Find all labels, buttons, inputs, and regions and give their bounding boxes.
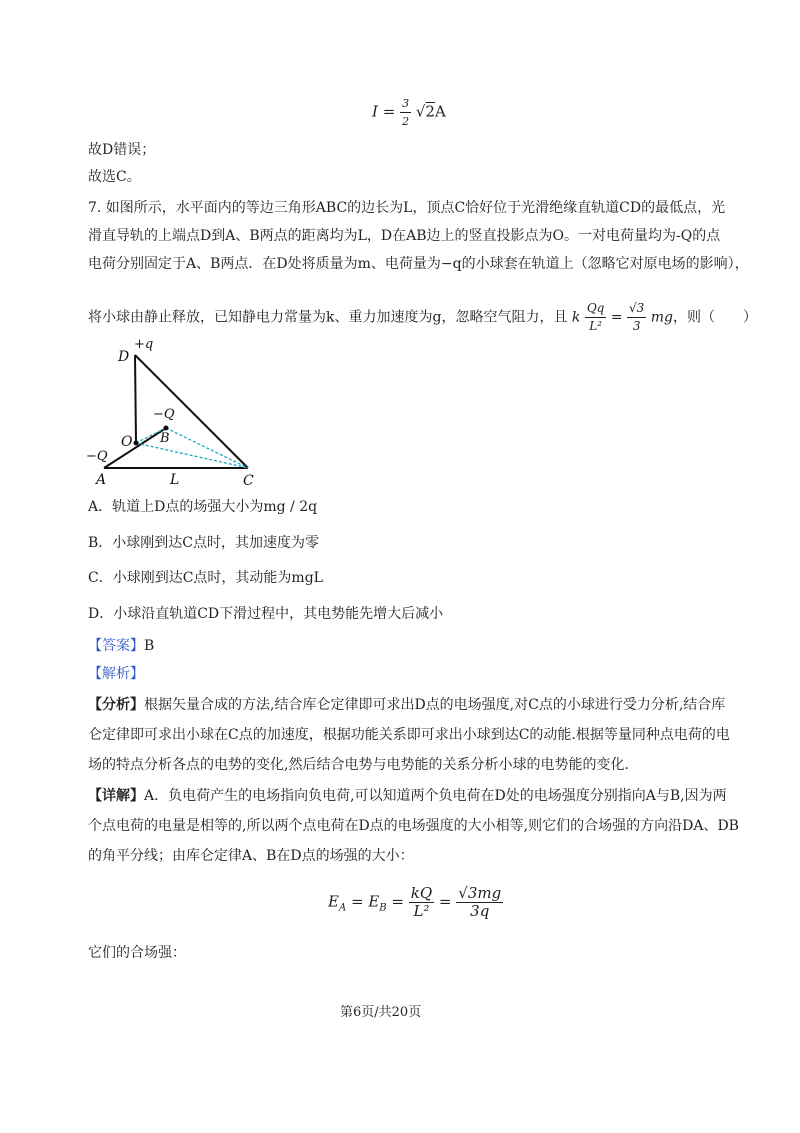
point-B [164, 426, 169, 431]
detail-line-2: 个点电荷的电量是相等的,所以两个点电荷在D点的电场强度的大小相等,则它们的合场强的方向沿DA、DB [88, 818, 739, 834]
eq-fraction: $\frac{3}{2}$ [402, 97, 410, 128]
label-D: D [118, 349, 130, 365]
question-line-2: 滑直导轨的上端点D到A、B两点的距离均为L，D在AB边上的竖直投影点为O。一对电荷量均为-Q的点 [88, 228, 721, 244]
option-B: B．小球刚到达C点时，其加速度为零 [88, 535, 319, 551]
edge-D-O [135, 355, 136, 443]
top-equation: I = $\frac{3}{2}$ √2A [372, 97, 446, 128]
answer-value: B [144, 638, 155, 654]
label-B: B [160, 431, 170, 446]
answer-label: 【答案】 [88, 638, 144, 654]
option-A: A．轨道上D点的场强大小为mg / 2q [88, 499, 318, 515]
analysis-line-3: 场的特点分析各点的电势的变化,然后结合电势与电势能的关系分析小球的电势能的变化. [88, 757, 629, 773]
question-line-1: 7. 如图所示，水平面内的等边三角形ABC的边长为L，顶点C恰好位于光滑绝缘直轨道CD的最低点，光 [88, 200, 726, 216]
label-O: O [121, 434, 133, 450]
label-C: C [243, 473, 254, 489]
question-line-3: 电荷分别固定于A、B两点．在D处将质量为m、电荷量为−q的小球套在轨道上（忽略它对原电场的影响）， [88, 256, 749, 272]
option-D: D．小球沿直轨道CD下滑过程中，其电势能先增大后减小 [88, 606, 444, 622]
triangle-figure [80, 335, 280, 495]
prev-conclusion-2: 故选C。 [88, 169, 141, 185]
dashed-B-C [166, 428, 248, 468]
analysis-header: 【解析】 [88, 666, 144, 682]
label-A: A [96, 472, 107, 488]
eq-unit: A [434, 102, 446, 121]
label-L: L [170, 472, 180, 488]
dashed-O-C [136, 443, 248, 468]
question-line-4: 将小球由静止释放，已知静电力常量为k、重力加速度为g，忽略空气阻力，且 k $\frac{Qq}{\text{L²}}$ = $\frac{√3}{3}$ mg，则（ ） [88, 301, 757, 333]
point-O [134, 441, 139, 446]
condition-fraction-lhs: $\frac{Qq}{\text{L²}}$ [586, 301, 605, 333]
field-fraction-2: $\frac{√3mg}{3q}$ [458, 884, 502, 920]
condition-fraction-rhs: $\frac{√3}{3}$ [629, 301, 645, 333]
closing-line: 它们的合场强： [88, 945, 186, 961]
label-plus-q: +q [134, 337, 154, 352]
option-C: C．小球刚到达C点时，其动能为mgL [88, 570, 323, 586]
analysis-line-2: 仑定律即可求出小球在C点的加速度，根据功能关系即可求出小球到达C的动能.根据等量同种点电荷的电 [88, 727, 730, 743]
detail-line-3: 的角平分线；由库仑定律A、B在D点的场强的大小： [88, 848, 414, 864]
eq-lhs: I [372, 102, 378, 121]
eq-sqrt: 2 [425, 102, 435, 121]
answer-line [88, 636, 154, 656]
label-minus-Q-B: −Q [153, 407, 175, 422]
field-equation: $E_A = E_B$ = $\frac{kQ}{\text{L²}}$ = $\frac{√3mg}{3q}$ [328, 884, 502, 920]
analysis-line-1: 【分析】根据矢量合成的方法,结合库仑定律即可求出D点的电场强度,对C点的小球进行受力分析,结合库 [88, 697, 726, 713]
page-footer: 第6页/共20页 [340, 1005, 422, 1020]
label-minus-Q-A: −Q [86, 449, 108, 464]
prev-conclusion-1: 故D错误； [88, 142, 156, 158]
field-fraction-1: $\frac{kQ}{\text{L²}}$ [410, 884, 433, 920]
detail-line-1: 【详解】A．负电荷产生的电场指向负电荷,可以知道两个负电荷在D处的电场强度分别指向A与B,因为两 [88, 788, 727, 804]
edge-D-C [135, 355, 248, 468]
